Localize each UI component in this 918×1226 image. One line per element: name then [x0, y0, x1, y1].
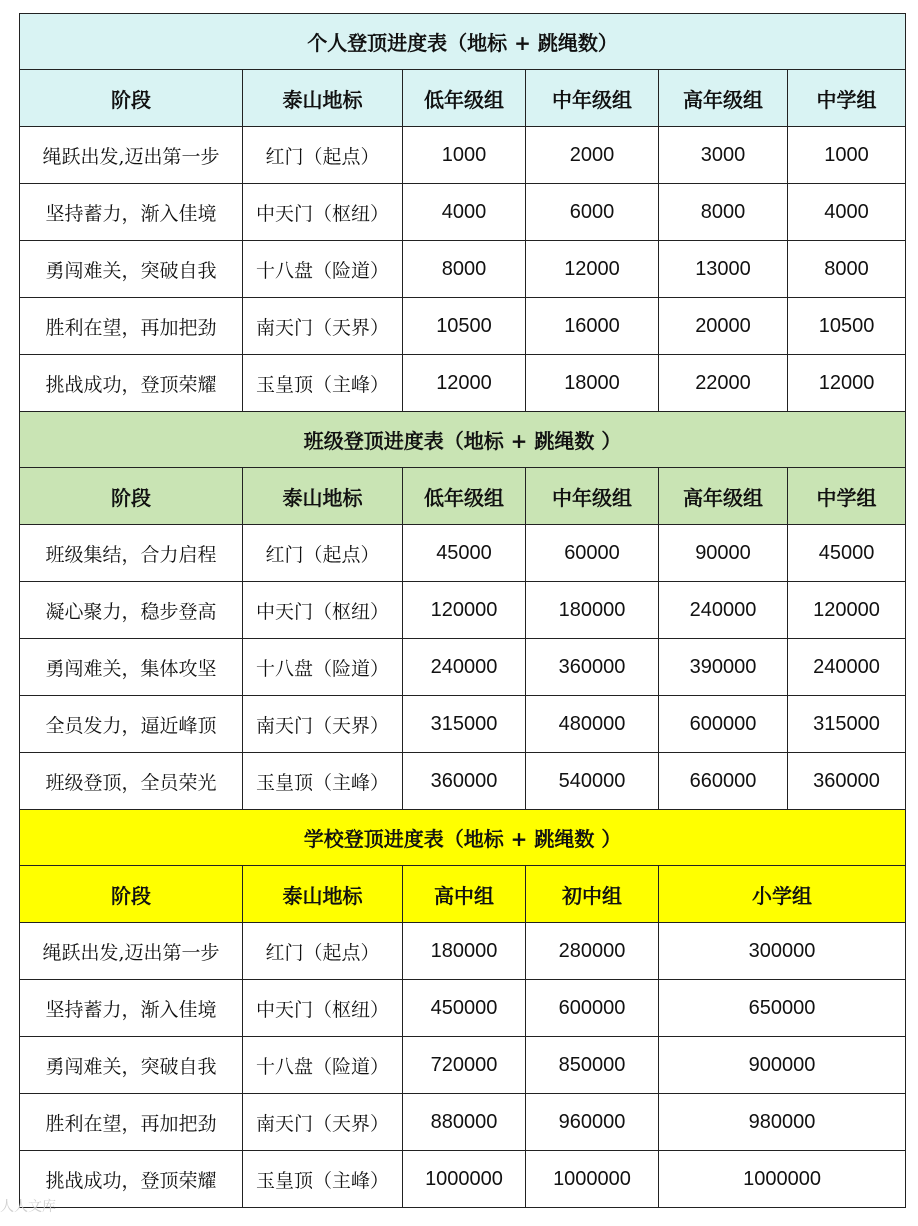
table-row — [20, 1094, 906, 1151]
value-cell: 18000 — [526, 355, 659, 412]
header-landmark: 泰山地标 — [243, 866, 403, 923]
school-header-row — [20, 866, 906, 923]
value-cell: 45000 — [788, 525, 906, 582]
stage-cell: 挑战成功，登顶荣耀 — [20, 355, 243, 412]
value-cell: 10500 — [403, 298, 526, 355]
header-col3: 小学组 — [659, 866, 906, 923]
landmark-cell: 十八盘（险道） — [243, 241, 403, 298]
landmark-cell: 红门（起点） — [243, 127, 403, 184]
table-row — [20, 355, 906, 412]
value-cell: 120000 — [403, 582, 526, 639]
value-cell: 8000 — [788, 241, 906, 298]
value-cell: 1000000 — [659, 1151, 906, 1208]
stage-cell: 勇闯难关，集体攻坚 — [20, 639, 243, 696]
personal-title: 个人登顶进度表（地标 + 跳绳数） — [20, 14, 906, 70]
table-row — [20, 298, 906, 355]
stage-cell: 绳跃出发,迈出第一步 — [20, 127, 243, 184]
value-cell: 16000 — [526, 298, 659, 355]
value-cell: 850000 — [526, 1037, 659, 1094]
stage-cell: 坚持蓄力，渐入佳境 — [20, 184, 243, 241]
landmark-cell: 中天门（枢纽） — [243, 980, 403, 1037]
progress-sheet — [19, 13, 905, 1208]
stage-cell: 胜利在望，再加把劲 — [20, 298, 243, 355]
table-row — [20, 1151, 906, 1208]
value-cell: 4000 — [788, 184, 906, 241]
value-cell: 12000 — [403, 355, 526, 412]
stage-cell: 勇闯难关，突破自我 — [20, 1037, 243, 1094]
header-col1: 低年级组 — [403, 70, 526, 127]
value-cell: 180000 — [526, 582, 659, 639]
value-cell: 360000 — [403, 753, 526, 810]
class-title-row — [20, 412, 906, 468]
table-row — [20, 184, 906, 241]
table-row — [20, 980, 906, 1037]
stage-cell: 胜利在望，再加把劲 — [20, 1094, 243, 1151]
value-cell: 90000 — [659, 525, 788, 582]
watermark: 人人文库 — [0, 1199, 56, 1215]
stage-cell: 挑战成功，登顶荣耀 — [20, 1151, 243, 1208]
value-cell: 360000 — [526, 639, 659, 696]
header-stage: 阶段 — [20, 70, 243, 127]
value-cell: 20000 — [659, 298, 788, 355]
stage-cell: 全员发力，逼近峰顶 — [20, 696, 243, 753]
landmark-cell: 十八盘（险道） — [243, 1037, 403, 1094]
value-cell: 120000 — [788, 582, 906, 639]
table-row — [20, 241, 906, 298]
value-cell: 1000 — [788, 127, 906, 184]
value-cell: 240000 — [659, 582, 788, 639]
value-cell: 280000 — [526, 923, 659, 980]
value-cell: 240000 — [788, 639, 906, 696]
value-cell: 980000 — [659, 1094, 906, 1151]
value-cell: 960000 — [526, 1094, 659, 1151]
header-stage: 阶段 — [20, 866, 243, 923]
landmark-cell: 中天门（枢纽） — [243, 582, 403, 639]
stage-cell: 绳跃出发,迈出第一步 — [20, 923, 243, 980]
landmark-cell: 南天门（天界） — [243, 298, 403, 355]
value-cell: 360000 — [788, 753, 906, 810]
header-landmark: 泰山地标 — [243, 468, 403, 525]
stage-cell: 班级登顶，全员荣光 — [20, 753, 243, 810]
value-cell: 540000 — [526, 753, 659, 810]
value-cell: 880000 — [403, 1094, 526, 1151]
header-col2: 初中组 — [526, 866, 659, 923]
personal-header-row — [20, 70, 906, 127]
stage-cell: 班级集结，合力启程 — [20, 525, 243, 582]
header-col3: 高年级组 — [659, 70, 788, 127]
value-cell: 1000000 — [526, 1151, 659, 1208]
value-cell: 315000 — [788, 696, 906, 753]
value-cell: 1000 — [403, 127, 526, 184]
stage-cell: 勇闯难关，突破自我 — [20, 241, 243, 298]
value-cell: 600000 — [659, 696, 788, 753]
value-cell: 4000 — [403, 184, 526, 241]
header-col4: 中学组 — [788, 468, 906, 525]
landmark-cell: 十八盘（险道） — [243, 639, 403, 696]
table-row — [20, 582, 906, 639]
value-cell: 12000 — [788, 355, 906, 412]
header-col1: 低年级组 — [403, 468, 526, 525]
header-col3: 高年级组 — [659, 468, 788, 525]
value-cell: 180000 — [403, 923, 526, 980]
value-cell: 480000 — [526, 696, 659, 753]
landmark-cell: 玉皇顶（主峰） — [243, 355, 403, 412]
school-title-row — [20, 810, 906, 866]
table-row — [20, 127, 906, 184]
header-landmark: 泰山地标 — [243, 70, 403, 127]
value-cell: 240000 — [403, 639, 526, 696]
value-cell: 390000 — [659, 639, 788, 696]
header-col1: 高中组 — [403, 866, 526, 923]
header-col2: 中年级组 — [526, 468, 659, 525]
value-cell: 315000 — [403, 696, 526, 753]
landmark-cell: 南天门（天界） — [243, 1094, 403, 1151]
table-row — [20, 639, 906, 696]
value-cell: 300000 — [659, 923, 906, 980]
table-row — [20, 923, 906, 980]
value-cell: 8000 — [403, 241, 526, 298]
table-row — [20, 753, 906, 810]
landmark-cell: 玉皇顶（主峰） — [243, 753, 403, 810]
stage-cell: 凝心聚力，稳步登高 — [20, 582, 243, 639]
value-cell: 720000 — [403, 1037, 526, 1094]
value-cell: 600000 — [526, 980, 659, 1037]
value-cell: 8000 — [659, 184, 788, 241]
landmark-cell: 中天门（枢纽） — [243, 184, 403, 241]
table-row — [20, 1037, 906, 1094]
table-row — [20, 696, 906, 753]
value-cell: 6000 — [526, 184, 659, 241]
school-title: 学校登顶进度表（地标 + 跳绳数 ） — [20, 810, 906, 866]
value-cell: 900000 — [659, 1037, 906, 1094]
value-cell: 2000 — [526, 127, 659, 184]
class-header-row — [20, 468, 906, 525]
value-cell: 10500 — [788, 298, 906, 355]
value-cell: 3000 — [659, 127, 788, 184]
value-cell: 650000 — [659, 980, 906, 1037]
value-cell: 660000 — [659, 753, 788, 810]
personal-title-row — [20, 14, 906, 70]
value-cell: 13000 — [659, 241, 788, 298]
stage-cell: 坚持蓄力，渐入佳境 — [20, 980, 243, 1037]
landmark-cell: 玉皇顶（主峰） — [243, 1151, 403, 1208]
value-cell: 450000 — [403, 980, 526, 1037]
value-cell: 22000 — [659, 355, 788, 412]
value-cell: 1000000 — [403, 1151, 526, 1208]
header-col4: 中学组 — [788, 70, 906, 127]
header-col2: 中年级组 — [526, 70, 659, 127]
landmark-cell: 红门（起点） — [243, 525, 403, 582]
header-stage: 阶段 — [20, 468, 243, 525]
table-row — [20, 525, 906, 582]
landmark-cell: 红门（起点） — [243, 923, 403, 980]
landmark-cell: 南天门（天界） — [243, 696, 403, 753]
value-cell: 12000 — [526, 241, 659, 298]
value-cell: 45000 — [403, 525, 526, 582]
class-title: 班级登顶进度表（地标 + 跳绳数 ） — [20, 412, 906, 468]
value-cell: 60000 — [526, 525, 659, 582]
progress-table — [19, 13, 906, 1208]
